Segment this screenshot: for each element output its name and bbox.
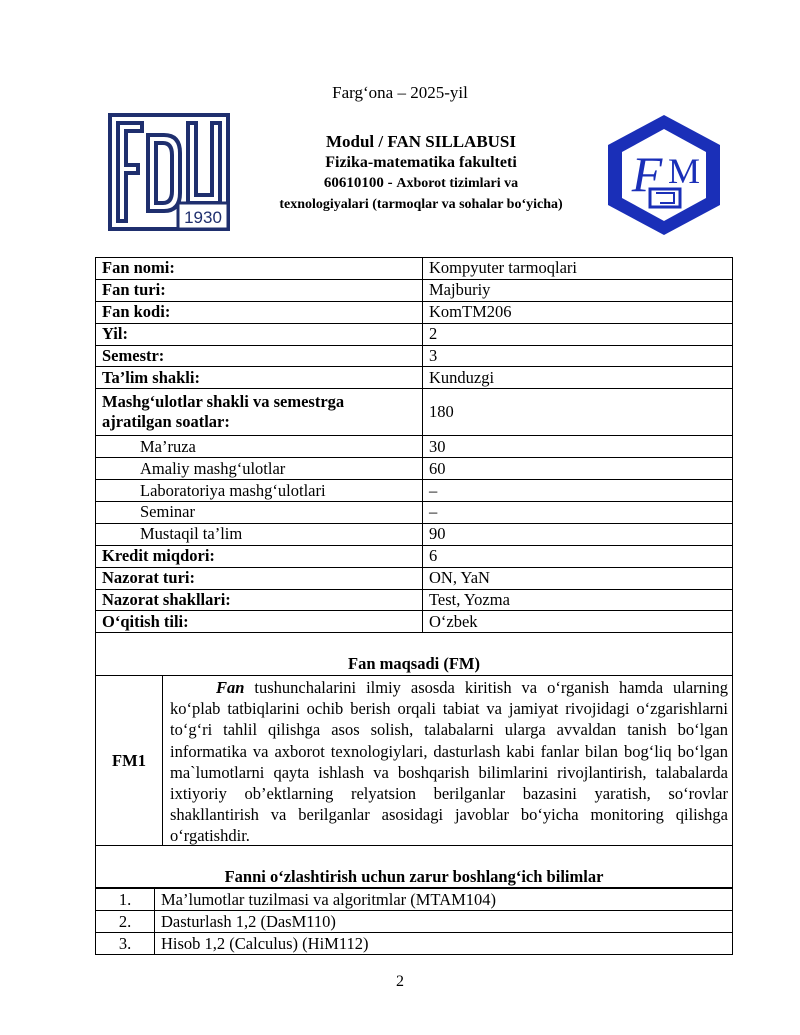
info-row [96,567,733,589]
prerequisite-row [96,911,733,933]
info-value: O‘zbek [423,611,733,633]
title-line-3 [240,173,602,194]
info-key: Kredit miqdori: [96,545,423,567]
info-value: 60 [423,458,733,480]
info-row [96,323,733,345]
info-key: Ta’lim shakli: [96,367,423,389]
info-row [96,502,733,524]
info-key: Yil: [96,323,423,345]
prerequisite-text: Ma’lumotlar tuzilmasi va algoritmlar (MTAM104) [155,889,733,911]
info-key: Semestr: [96,345,423,367]
goal-row [95,676,733,846]
goal-text: Fan tushunchalarini ilmiy asosda kiritish va o‘rganish hamda ularning ko‘plab tatbiqlarini ochib berish orqali tabiat va jamiyat rivojidagi o‘zgarishlarni to‘g‘ri tahlil qilishga asos solish, talabalarni ularga avvaldan tanish bo‘lgan informatika va axborot texnologiylari, dasturlash kabi fanlar bilan bog‘liq bo‘lgan ma`lumotlarni qayta ishlash va boshqarish bilimlarini rivojlantirish, talabalarda ixtiyoriy ob’ektlarning relyatsion berilganlar bazasini yaratish, so‘rovlar shakllantirish va berilganlar asosidagi javoblar bo‘yicha monitoring qilishga o‘rgatishdir. [170,678,728,846]
info-row [96,480,733,502]
prerequisite-text: Hisob 1,2 (Calculus) (HiM112) [155,933,733,955]
city-year: Farg‘ona – 2025-yil [332,83,468,102]
goal-heading: Fan maqsadi (FM) [95,633,733,676]
prerequisite-number: 1. [96,889,155,911]
info-key: Mustaqil ta’lim [96,523,423,545]
info-key: Ma’ruza [96,436,423,458]
info-value: 3 [423,345,733,367]
info-row [96,258,733,280]
goal-code: FM1 [96,676,163,845]
info-value: 2 [423,323,733,345]
info-key: Fan nomi: [96,258,423,280]
university-logo-icon [108,113,230,231]
info-value: Kompyuter tarmoqlari [423,258,733,280]
course-info-table [95,257,733,633]
info-value: – [423,480,733,502]
info-row [96,345,733,367]
info-key: Laboratoriya mashg‘ulotlari [96,480,423,502]
info-value: 90 [423,523,733,545]
info-row [96,589,733,611]
info-key: Seminar [96,502,423,524]
program-code: 60610100 - [323,175,393,191]
page-number: 2 [396,973,404,990]
info-row [96,279,733,301]
goal-lead-word: Fan [216,678,245,697]
info-value: Kunduzgi [423,367,733,389]
prerequisite-text: Dasturlash 1,2 (DasM110) [155,911,733,933]
info-key: Amaliy mashg‘ulotlar [96,458,423,480]
prerequisite-number: 3. [96,933,155,955]
info-key: Mashg‘ulotlar shakli va semestrga ajratilgan soatlar: [96,389,423,436]
logo-year: 1930 [184,208,222,227]
info-row [96,545,733,567]
title-line-2: Fizika-matematika fakulteti [325,154,517,171]
info-key: Fan turi: [96,279,423,301]
info-key: O‘qitish tili: [96,611,423,633]
info-value: 30 [423,436,733,458]
info-key: Nazorat shakllari: [96,589,423,611]
svg-text:F: F [631,146,663,202]
info-row [96,523,733,545]
title-line-4: texnologiyalari (tarmoqlar va sohalar bo‘yicha) [279,197,563,212]
prerequisite-row [96,933,733,955]
info-row [96,367,733,389]
svg-text:M: M [667,151,701,191]
prerequisites-table [95,888,733,955]
title-line-1: Modul / FAN SILLABUSI [325,132,517,151]
info-row [96,611,733,633]
info-value: 180 [423,389,733,436]
program-name: Axborot tizimlari va [396,176,519,191]
info-value: 6 [423,545,733,567]
info-key: Fan kodi: [96,301,423,323]
prerequisites-heading: Fanni o‘zlashtirish uchun zarur boshlang‘ich bilimlar [95,846,733,888]
document-heading [240,131,602,215]
info-key: Nazorat turi: [96,567,423,589]
info-value: ON, YaN [423,567,733,589]
info-value: Test, Yozma [423,589,733,611]
info-value: Majburiy [423,279,733,301]
info-value: – [423,502,733,524]
info-row [96,436,733,458]
prerequisite-row [96,889,733,911]
info-row [96,389,733,436]
prerequisite-number: 2. [96,911,155,933]
info-value: KomTM206 [423,301,733,323]
info-row [96,301,733,323]
info-row [96,458,733,480]
faculty-logo-icon [604,113,724,237]
